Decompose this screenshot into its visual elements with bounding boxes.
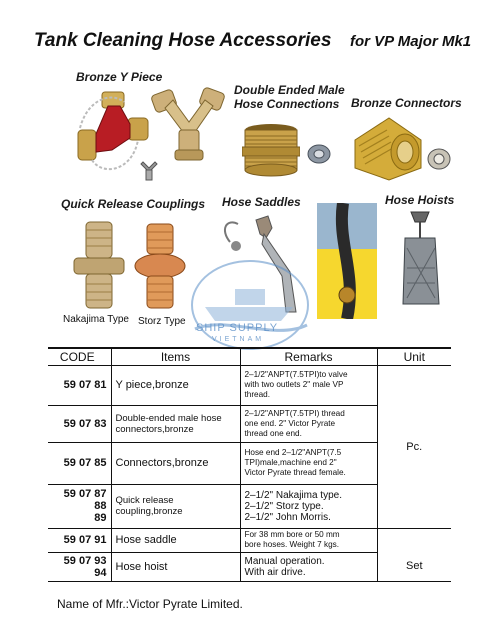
remark-line: For 38 mm bore or 50 mm	[244, 530, 340, 539]
code-value: 59 07 83	[63, 417, 107, 430]
remark-line: 2–1/2" John Morris.	[244, 511, 331, 523]
label-hose-hoists: Hose Hoists	[385, 193, 455, 207]
label-nakajima-type: Nakajima Type	[63, 314, 129, 325]
wing-nut-image	[139, 160, 159, 182]
label-double-ended	[234, 83, 345, 111]
unit-set: Set	[377, 552, 451, 581]
y-piece-bronze-image	[151, 86, 227, 166]
code-value: 94	[94, 566, 107, 579]
code-value: 59 07 85	[63, 457, 107, 469]
label-bronze-connectors: Bronze Connectors	[351, 96, 462, 110]
header-remarks: Remarks	[240, 348, 377, 365]
hose-hoist-image	[395, 208, 445, 308]
row-remarks	[240, 484, 377, 528]
table-row	[48, 528, 451, 552]
row-item: Quick release coupling,bronze	[111, 484, 240, 528]
header-items: Items	[111, 348, 240, 365]
watermark-subtext: VIETNAM	[212, 336, 265, 343]
bronze-connector-image	[349, 110, 425, 184]
manufacturer-note: Name of Mfr.:Victor Pyrate Limited.	[57, 597, 243, 611]
small-nut-image	[426, 147, 452, 171]
label-quick-release: Quick Release Couplings	[61, 197, 206, 211]
code-value: 88	[94, 500, 107, 512]
unit-pc: Pc.	[377, 365, 451, 528]
label-double-ended-line2: Hose Connections	[234, 97, 340, 111]
row-code	[48, 365, 111, 405]
label-storz-type: Storz Type	[138, 316, 186, 327]
row-item: Y piece,bronze	[111, 365, 240, 405]
page-subtitle: for VP Major Mk1	[350, 33, 472, 50]
row-code	[48, 552, 111, 581]
row-remarks	[240, 552, 377, 581]
watermark-text: SHIP SUPPLY	[196, 322, 279, 334]
remark-line: 2–1/2"ANPT(7.5TPI) thread	[244, 408, 345, 418]
page-title: Tank Cleaning Hose Accessories	[34, 30, 332, 51]
table-row	[48, 552, 451, 581]
row-code	[48, 528, 111, 552]
header-unit: Unit	[377, 348, 451, 365]
remark-line: with two outlets 2" male VP	[244, 380, 344, 389]
remark-line: thread one end.	[244, 428, 302, 438]
code-value: 59 07 81	[63, 379, 107, 391]
nakajima-coupling-image	[70, 218, 128, 312]
table-header-row	[48, 348, 451, 365]
remark-line: 2–1/2"ANPT(7.5TPI)to valve	[244, 370, 348, 379]
remark-line: 2–1/2" Storz type.	[244, 500, 324, 512]
row-remarks	[240, 365, 377, 405]
row-item: Connectors,bronze	[111, 442, 240, 484]
spec-table	[48, 347, 451, 582]
row-code	[48, 484, 111, 528]
row-code	[48, 405, 111, 442]
remark-line: With air drive.	[244, 566, 306, 578]
remark-line: TPI)male,machine end 2"	[244, 458, 337, 467]
row-item: Hose hoist	[111, 552, 240, 581]
row-code	[48, 442, 111, 484]
row-remarks	[240, 528, 377, 552]
code-value: 89	[94, 512, 107, 524]
code-value: 59 07 91	[63, 534, 107, 546]
label-bronze-y-piece: Bronze Y Piece	[76, 70, 163, 84]
label-hose-saddles: Hose Saddles	[222, 195, 301, 209]
remark-line: thread.	[244, 390, 270, 399]
code-value: 59 07 87	[63, 488, 107, 500]
remark-line: Victor Pyrate thread female.	[244, 468, 346, 477]
remark-line: bore hoses. Weight 7 kgs.	[244, 540, 340, 549]
seal-ring-image	[306, 143, 332, 165]
header-code: CODE	[48, 348, 111, 365]
row-item: Double-ended male hose connectors,bronze	[111, 405, 240, 442]
remark-line: Manual operation.	[244, 555, 325, 567]
row-remarks	[240, 442, 377, 484]
unit-empty	[377, 528, 451, 552]
double-ended-connector-image	[242, 122, 300, 178]
storz-coupling-image	[133, 222, 187, 312]
hose-photo-image	[317, 203, 377, 319]
code-value: 59 07 93	[63, 554, 107, 567]
remark-line: one end. 2" Victor Pyrate	[244, 418, 336, 428]
remark-line: Hose end 2–1/2"ANPT(7.5	[244, 448, 342, 457]
row-item: Hose saddle	[111, 528, 240, 552]
remark-line: 2–1/2" Nakajima type.	[244, 489, 342, 501]
table-row	[48, 365, 451, 405]
label-double-ended-line1: Double Ended Male	[234, 83, 345, 97]
row-remarks	[240, 405, 377, 442]
